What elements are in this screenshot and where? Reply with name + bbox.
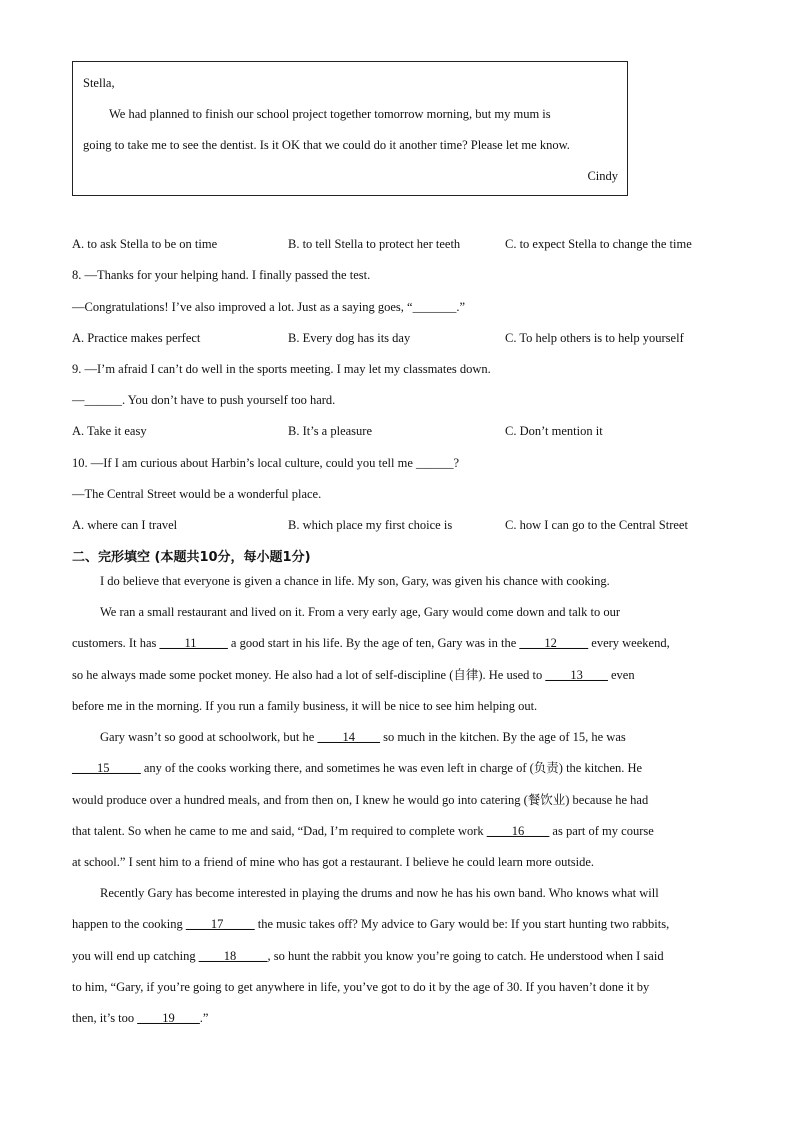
note-line-2: going to take me to see the dentist. Is it OK that we could do it another time? Please let me know.	[83, 138, 570, 152]
text-span: that talent. So when he came to me and said, “Dad, I’m required to complete work	[72, 824, 487, 838]
q10-stem-prefix: 10. —If I am curious about Harbin’s local culture, could you tell me	[72, 456, 417, 470]
q9-reply	[72, 392, 335, 408]
q9-option-c: C. Don’t mention it	[505, 424, 603, 438]
text-span: Gary wasn’t so good at schoolwork, but he	[100, 730, 318, 744]
text-span: any of the cooks working there, and sometimes he was even left in charge of (负责) the kitchen. He	[140, 761, 643, 775]
note-greeting: Stella,	[83, 76, 115, 90]
q8-option-a: A. Practice makes perfect	[72, 331, 201, 345]
text-span: .”	[199, 1011, 209, 1025]
passage-p3-line3: would produce over a hundred meals, and from then on, I knew he would go into catering (餐饮业) because he had	[72, 793, 649, 807]
passage-p2-line2	[72, 635, 722, 651]
passage-p3-line1	[100, 729, 722, 745]
text-span: then, it’s too	[72, 1011, 138, 1025]
passage-p4-line5	[72, 1010, 722, 1026]
note-line-1: We had planned to finish our school project together tomorrow morning, but my mum is	[109, 107, 551, 121]
q7-option-a: A. to ask Stella to be on time	[72, 237, 218, 251]
passage-p2-line3	[72, 667, 722, 683]
q8-option-c: C. To help others is to help yourself	[505, 331, 684, 345]
passage-p3-line5: at school.” I sent him to a friend of mine who has got a restaurant. I believe he could learn more outside.	[72, 855, 595, 869]
text-span: so much in the kitchen. By the age of 15, he was	[379, 730, 626, 744]
q9-option-a: A. Take it easy	[72, 424, 147, 438]
q8-reply-prefix: —Congratulations! I’ve also improved a lot. Just as a saying goes, “	[72, 300, 413, 314]
blank-11: ____11_____	[159, 636, 228, 650]
section-2-title: 二、完形填空 (本题共10分，每小题1分)	[72, 550, 311, 565]
passage-p4-line4: to him, “Gary, if you’re going to get anywhere in life, you’ve got to do it by the age of 30. If you haven’t done it by	[72, 980, 650, 994]
passage-p2-line4: before me in the morning. If you run a family business, it will be nice to see him helping out.	[72, 699, 538, 713]
q9-blank: ______	[84, 393, 122, 407]
text-span: , so hunt the rabbit you know you’re going to catch. He understood when I said	[267, 949, 664, 963]
blank-17: ____17_____	[185, 917, 255, 931]
text-span: happen to the cooking	[72, 917, 186, 931]
blank-12: ____12_____	[519, 636, 589, 650]
q10-option-a: A. where can I travel	[72, 518, 178, 532]
text-span: every weekend,	[588, 636, 670, 650]
text-span: so he always made some pocket money. He also had a lot of self-discipline (自律). He used to	[72, 668, 546, 682]
q10-reply: —The Central Street would be a wonderful place.	[72, 487, 322, 501]
passage-p3-line4	[72, 823, 722, 839]
q10-stem-suffix: ?	[453, 456, 460, 470]
blank-18: ____18_____	[198, 949, 268, 963]
passage-p3-line2	[72, 760, 722, 776]
blank-14: ____14____	[317, 730, 380, 744]
q8-option-b: B. Every dog has its day	[288, 331, 411, 345]
q9-reply-prefix: —	[72, 393, 85, 407]
blank-19: ____19____	[137, 1011, 200, 1025]
q9-option-b: B. It’s a pleasure	[288, 424, 373, 438]
q8-reply	[72, 299, 465, 315]
q9-stem: 9. —I’m afraid I can’t do well in the sports meeting. I may let my classmates down.	[72, 362, 491, 376]
blank-15: ____15_____	[72, 761, 141, 775]
note-signature: Cindy	[587, 169, 618, 183]
passage-p2-line1: We ran a small restaurant and lived on it. From a very early age, Gary would come down and talk to our	[100, 605, 621, 619]
q10-option-b: B. which place my first choice is	[288, 518, 453, 532]
text-span: you will end up catching	[72, 949, 199, 963]
q8-stem: 8. —Thanks for your helping hand. I finally passed the test.	[72, 268, 371, 282]
text-span: a good start in his life. By the age of ten, Gary was in the	[227, 636, 520, 650]
text-span: even	[607, 668, 635, 682]
blank-16: ____16____	[486, 824, 550, 838]
q8-blank: _______	[412, 300, 457, 314]
q9-reply-suffix: . You don’t have to push yourself too hard.	[122, 393, 336, 407]
text-span: the music takes off? My advice to Gary would be: If you start hunting two rabbits,	[254, 917, 670, 931]
q7-option-c: C. to expect Stella to change the time	[505, 237, 692, 251]
q10-option-c: C. how I can go to the Central Street	[505, 518, 688, 532]
passage-p4-line3	[72, 948, 722, 964]
blank-13: ____13____	[545, 668, 608, 682]
passage-p1: I do believe that everyone is given a chance in life. My son, Gary, was given his chance with cooking.	[100, 574, 610, 588]
passage-p4-line2	[72, 916, 722, 932]
q7-option-b: B. to tell Stella to protect her teeth	[288, 237, 461, 251]
text-span: customers. It has	[72, 636, 160, 650]
passage-p4-line1: Recently Gary has become interested in playing the drums and now he has his own band. Who knows what will	[100, 886, 659, 900]
note-box	[72, 61, 628, 196]
q10-blank: ______	[416, 456, 454, 470]
q10-stem	[72, 455, 459, 471]
text-span: as part of my course	[549, 824, 654, 838]
q8-reply-suffix: .”	[456, 300, 465, 314]
